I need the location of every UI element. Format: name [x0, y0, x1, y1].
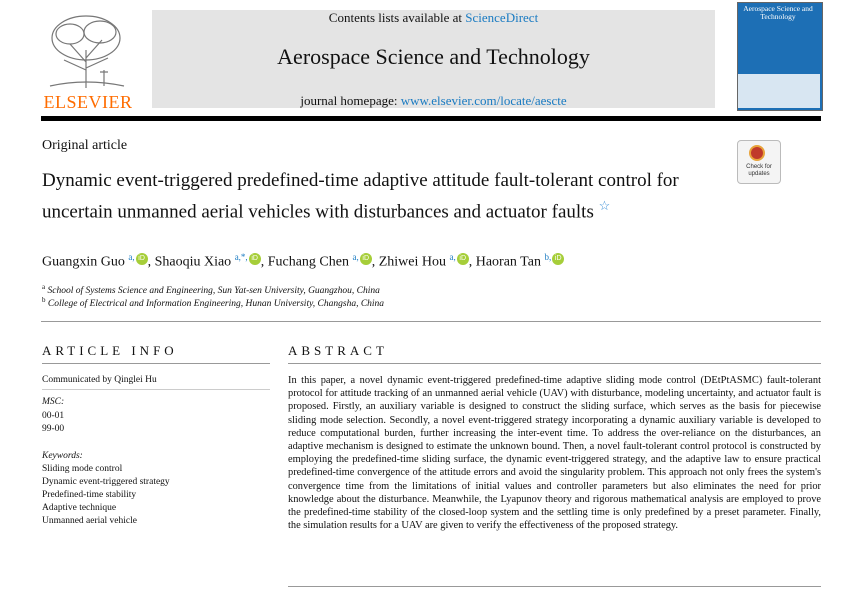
author-name[interactable]: Haoran Tan: [475, 254, 541, 270]
check-for-updates-label: Check for updates: [746, 164, 772, 177]
contents-line: [152, 10, 715, 26]
journal-title[interactable]: Aerospace Science and Technology: [277, 44, 590, 69]
article-title: [42, 168, 722, 224]
keyword: Predefined-time stability: [42, 490, 137, 500]
header-divider: [41, 116, 821, 121]
abstract-divider: [288, 363, 821, 364]
author-affiliation-sup[interactable]: a,: [352, 252, 359, 262]
orcid-icon[interactable]: iD: [552, 253, 564, 265]
title-footnote-star-icon[interactable]: ☆: [598, 198, 611, 213]
author-name[interactable]: Guangxin Guo: [42, 254, 125, 270]
affiliation-marker: b: [42, 296, 46, 304]
affiliation-text: School of Systems Science and Engineering, Sun Yat-sen University, Guangzhou, China: [47, 286, 380, 297]
orcid-icon[interactable]: iD: [360, 253, 372, 265]
article-type: Original article: [42, 138, 128, 153]
author-list: [42, 252, 564, 271]
author-affiliation-sup[interactable]: b,: [544, 252, 552, 262]
affiliation-b: [42, 296, 384, 309]
msc-list: [42, 410, 64, 436]
article-title-text: Dynamic event-triggered predefined-time adaptive attitude fault-tolerant control for uncertain unmanned aerial vehicles with disturbances and actuator faults: [42, 170, 679, 223]
affiliation-text: College of Electrical and Information Engineering, Hunan University, Changsha, China: [47, 299, 385, 310]
author-name[interactable]: Zhiwei Hou: [378, 254, 446, 270]
author-name[interactable]: Shaoqiu Xiao: [154, 254, 232, 270]
contents-prefix: Contents lists available at: [328, 10, 463, 25]
cover-image-strip: [738, 74, 820, 108]
author-name[interactable]: Fuchang Chen: [267, 254, 349, 270]
abstract-text: In this paper, a novel dynamic event-triggered predefined-time adaptive sliding mode control (DEtPtASMC) fault-tolerant protocol for attitude tracking of an unmanned aerial vehicle (UAV) with disturbance, modeling uncertainty, and actuator fault is proposed. Firstly, an auxiliary variable is designed to construct the sliding surface, which serves as the basis for piecewise sliding mode selection. Secondly, a novel event-triggered strategy incorporating a dynamic auxiliary variable is developed to reduce computational burden, further increasing the inter-event time. To address the over-reliance on the disturbances, an adaptive mechanism is designed to estimate the unknown bound. Then, a novel fault-tolerant control protocol is constructed by employing the predefined-time sliding surface, the dynamic event-triggered strategy, and the adaptive law to ensure practical predefined-time convergence of the attitude errors and avoid the singularity problem. This approach not only frees the system's convergence time from the limitations of initial values and controller parameters but also eliminates the need for prior knowledge about the disturbance. Meanwhile, the Lyapunov theory and rigorous mathematical analysis are employed to prove the predefined-time stability of the closed-loop system and the settling time is only predefined by a preset parameter. Finally, the simulation results for a UAV are given to verify the effectiveness of the proposed strategy.: [288, 375, 821, 532]
affiliation-marker: a: [42, 283, 46, 291]
keywords-label: Keywords:: [42, 451, 83, 461]
author-affiliation-sup[interactable]: a,: [449, 252, 456, 262]
author-separator: ,: [468, 254, 473, 270]
elsevier-wordmark[interactable]: ELSEVIER: [43, 92, 133, 112]
msc-label: MSC:: [42, 397, 65, 407]
section-divider: [41, 321, 821, 322]
keyword: Unmanned aerial vehicle: [42, 516, 137, 526]
homepage-prefix: journal homepage:: [300, 93, 398, 108]
author-affiliation-sup[interactable]: a,: [128, 252, 135, 262]
abstract-heading: ABSTRACT: [288, 343, 388, 358]
article-info-divider: [42, 363, 270, 364]
affiliation-a: [42, 283, 380, 296]
communicated-by: Communicated by Qinglei Hu: [42, 375, 157, 385]
abstract-bottom-divider: [288, 586, 821, 587]
msc-code: 00-01: [42, 411, 65, 421]
cover-title: Aerospace Science and Technology: [743, 4, 813, 21]
msc-code: 99-00: [42, 424, 65, 434]
author-separator: ,: [371, 254, 376, 270]
author-separator: ,: [147, 254, 152, 270]
sciencedirect-link[interactable]: ScienceDirect: [465, 10, 539, 25]
orcid-icon[interactable]: iD: [249, 253, 261, 265]
keywords-list: [42, 463, 170, 528]
orcid-icon[interactable]: iD: [457, 253, 469, 265]
keyword: Adaptive technique: [42, 503, 117, 513]
author-separator: ,: [260, 254, 265, 270]
keyword: Sliding mode control: [42, 464, 123, 474]
orcid-icon[interactable]: iD: [136, 253, 148, 265]
bookmark-icon: [749, 145, 765, 161]
journal-homepage-link[interactable]: www.elsevier.com/locate/aescte: [400, 93, 567, 108]
article-info-subdivider: [42, 389, 270, 390]
keyword: Dynamic event-triggered strategy: [42, 477, 170, 487]
article-info-heading: ARTICLE INFO: [42, 343, 178, 358]
homepage-line: [152, 93, 715, 109]
author-affiliation-sup[interactable]: a,*,: [234, 252, 248, 262]
